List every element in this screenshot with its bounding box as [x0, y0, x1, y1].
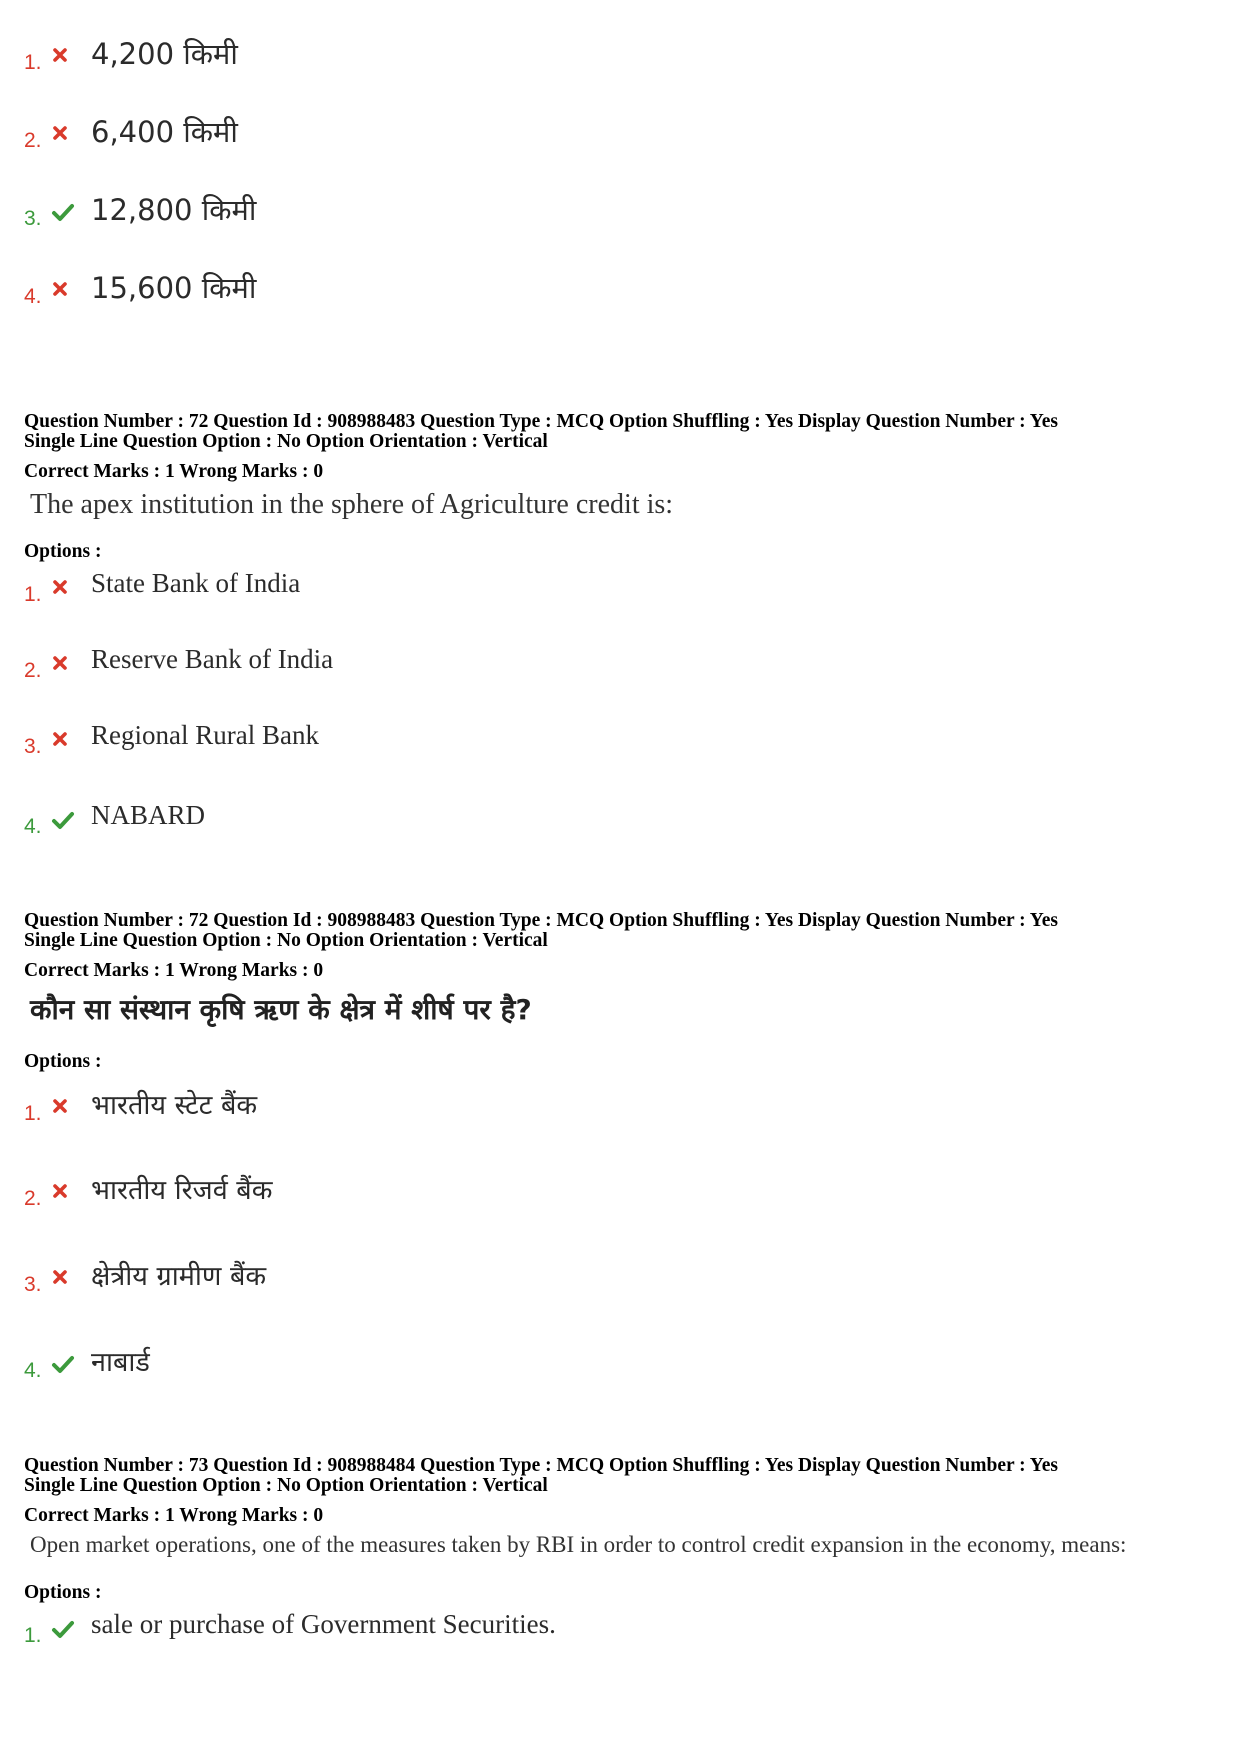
option-number: 3. [24, 1273, 42, 1296]
question-meta-line: Question Number : 72 Question Id : 908988483 Question Type : MCQ Option Shuffling : Yes Display Question Number : Yes [24, 910, 1058, 931]
option-number: 2. [24, 1187, 42, 1210]
option-text: भारतीय स्टेट बैंक [91, 1090, 258, 1121]
question-meta-line: Single Line Question Option : No Option Orientation : Vertical [24, 431, 548, 452]
question-meta-line: Question Number : 73 Question Id : 908988484 Question Type : MCQ Option Shuffling : Yes Display Question Number : Yes [24, 1455, 1058, 1476]
check-icon [51, 1619, 75, 1644]
option-text: नाबार्ड [91, 1347, 150, 1378]
question-meta-line: Question Number : 72 Question Id : 908988483 Question Type : MCQ Option Shuffling : Yes Display Question Number : Yes [24, 411, 1058, 432]
option-text: NABARD [91, 800, 206, 830]
cross-icon [51, 124, 69, 147]
question-marks: Correct Marks : 1 Wrong Marks : 0 [24, 1505, 324, 1526]
options-label: Options : [24, 541, 102, 562]
question-text: Open market operations, one of the measures taken by RBI in order to control credit expansion in the economy, means: [30, 1532, 1127, 1557]
cross-icon [51, 1182, 69, 1205]
cross-icon [51, 46, 69, 69]
option-text: भारतीय रिजर्व बैंक [91, 1175, 273, 1206]
option-number: 1. [24, 1624, 42, 1647]
option-number: 3. [24, 207, 42, 230]
option-text: 12,800 किमी [91, 193, 257, 227]
check-icon [51, 810, 75, 835]
option-text: State Bank of India [91, 568, 301, 598]
options-label: Options : [24, 1051, 102, 1072]
question-text: कौन सा संस्थान कृषि ऋण के क्षेत्र में शीर्ष पर है? [30, 993, 532, 1026]
option-number: 1. [24, 583, 42, 606]
option-text: 6,400 किमी [91, 115, 238, 149]
cross-icon [51, 1268, 69, 1291]
option-text: 4,200 किमी [91, 37, 238, 71]
option-text: 15,600 किमी [91, 271, 257, 305]
cross-icon [51, 280, 69, 303]
option-text: sale or purchase of Government Securities. [91, 1609, 556, 1639]
option-number: 4. [24, 285, 42, 308]
option-text: Reserve Bank of India [91, 644, 334, 674]
cross-icon [51, 654, 69, 677]
option-text: Regional Rural Bank [91, 720, 319, 750]
option-number: 1. [24, 51, 42, 74]
option-text: क्षेत्रीय ग्रामीण बैंक [91, 1261, 267, 1292]
question-marks: Correct Marks : 1 Wrong Marks : 0 [24, 461, 324, 482]
option-number: 4. [24, 815, 42, 838]
option-number: 2. [24, 659, 42, 682]
option-number: 3. [24, 735, 42, 758]
question-meta-line: Single Line Question Option : No Option Orientation : Vertical [24, 1475, 548, 1496]
question-text: The apex institution in the sphere of Agriculture credit is: [30, 489, 674, 520]
cross-icon [51, 730, 69, 753]
question-meta-line: Single Line Question Option : No Option Orientation : Vertical [24, 930, 548, 951]
check-icon [51, 202, 75, 227]
cross-icon [51, 1097, 69, 1120]
option-number: 2. [24, 129, 42, 152]
check-icon [51, 1354, 75, 1379]
cross-icon [51, 578, 69, 601]
option-number: 4. [24, 1359, 42, 1382]
option-number: 1. [24, 1102, 42, 1125]
question-marks: Correct Marks : 1 Wrong Marks : 0 [24, 960, 324, 981]
options-label: Options : [24, 1582, 102, 1603]
